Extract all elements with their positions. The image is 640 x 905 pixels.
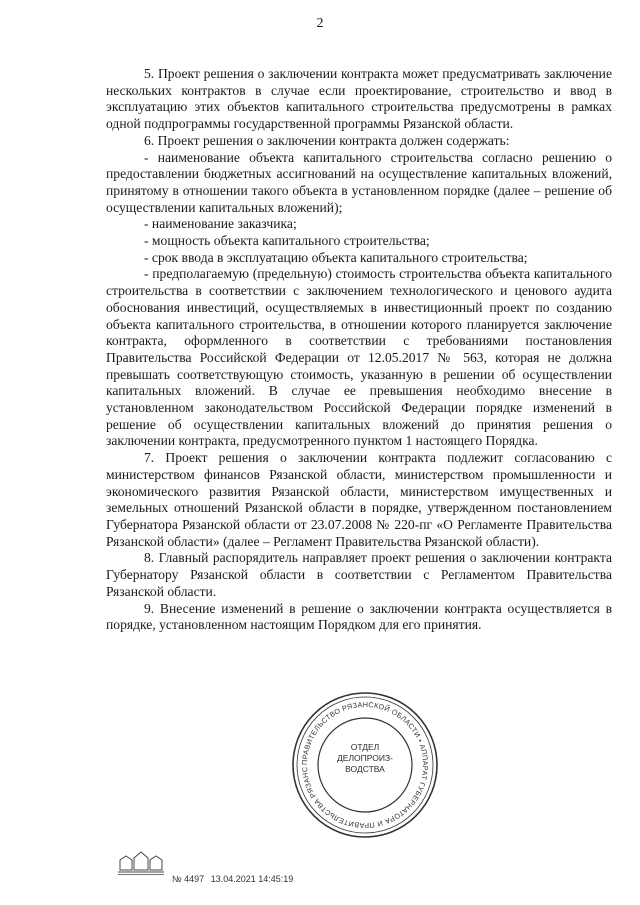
registration-footer — [172, 874, 297, 884]
paragraph-7: 7. Проект решения о заключении контракта подлежит согласованию с министерством финансов Рязанской области, министерством промышленности и экономического развития Рязанской области, министерством имущественных и земельных отношений Рязанской области в порядке, утвержденном постановлением Губернатора Рязанской области от 23.07.2008 № 220-пг «О Регламенте Правительства Рязанской области» (далее – Регламент Правительства Рязанской области). — [106, 450, 612, 549]
registration-date: 13.04.2021 14:45:19 — [210, 874, 294, 884]
building-icon — [116, 848, 166, 876]
page-number: 2 — [316, 16, 324, 31]
paragraph-5: 5. Проект решения о заключении контракта может предусматривать заключение нескольких контрактов в случае если проектирование, строительство и ввод в эксплуатацию этих объектов капитального строительства предусмотрены в рамках одной подпрограммы государственной программы Рязанской области. — [106, 66, 612, 132]
stamp-center-text: ОТДЕЛ ДЕЛОПРОИЗ- ВОДСТВА — [337, 742, 393, 774]
list-item-commissioning-date: - срок ввода в эксплуатацию объекта капитального строительства; — [144, 249, 528, 265]
list-item-estimated-cost: - предполагаемую (предельную) стоимость строительства объекта капитального строительства в соответствии с заключением технологического и ценового аудита обоснования инвестиций, осуществляемых в инвестиционный проект по созданию объекта капитального строительства, в отношении которого планируется заключение контракта, оформленного в соответствии с требованиями постановления Правительства Российской Федерации от 12.05.2017 № 563, которая не должна превышать соответствующую стоимость, указанную в решении об осуществлении капитальных вложений. В случае ее превышения необходимо внесение в установленном законодательством Российской Федерации порядке изменений в решение об осуществлении капитальных вложений до принятия решения о заключении контракта, предусмотренного пунктом 1 настоящего Порядка. — [106, 266, 612, 449]
office-stamp — [290, 690, 440, 840]
document-body — [106, 66, 612, 634]
list-item-object-name: - наименование объекта капитального строительства согласно решению о предоставлении бюджетных ассигнований на осуществление капитальных вложений, принятому в отношении такого объекта в установленном порядке (далее – решение об осуществлении капитальных вложений); — [106, 149, 612, 215]
paragraph-9: 9. Внесение изменений в решение о заключении контракта осуществляется в порядке, установленном настоящим Порядком для его принятия. — [106, 600, 612, 633]
registration-number: № 4497 — [172, 874, 205, 884]
paragraph-6: 6. Проект решения о заключении контракта должен содержать: — [144, 132, 510, 148]
registry-logo — [116, 848, 166, 876]
stamp-ring-text: ПРАВИТЕЛЬСТВО РЯЗАНСКОЙ ОБЛАСТИ • АППАРАТ ГУБЕРНАТОРА И ПРАВИТЕЛЬСТВА РЯЗАНС — [299, 699, 431, 831]
paragraph-8: 8. Главный распорядитель направляет проект решения о заключении контракта Губернатору Рязанской области в соответствии с Регламентом Правительства Рязанской области. — [106, 550, 612, 599]
list-item-customer: - наименование заказчика; — [144, 216, 297, 232]
list-item-capacity: - мощность объекта капитального строительства; — [144, 233, 430, 249]
